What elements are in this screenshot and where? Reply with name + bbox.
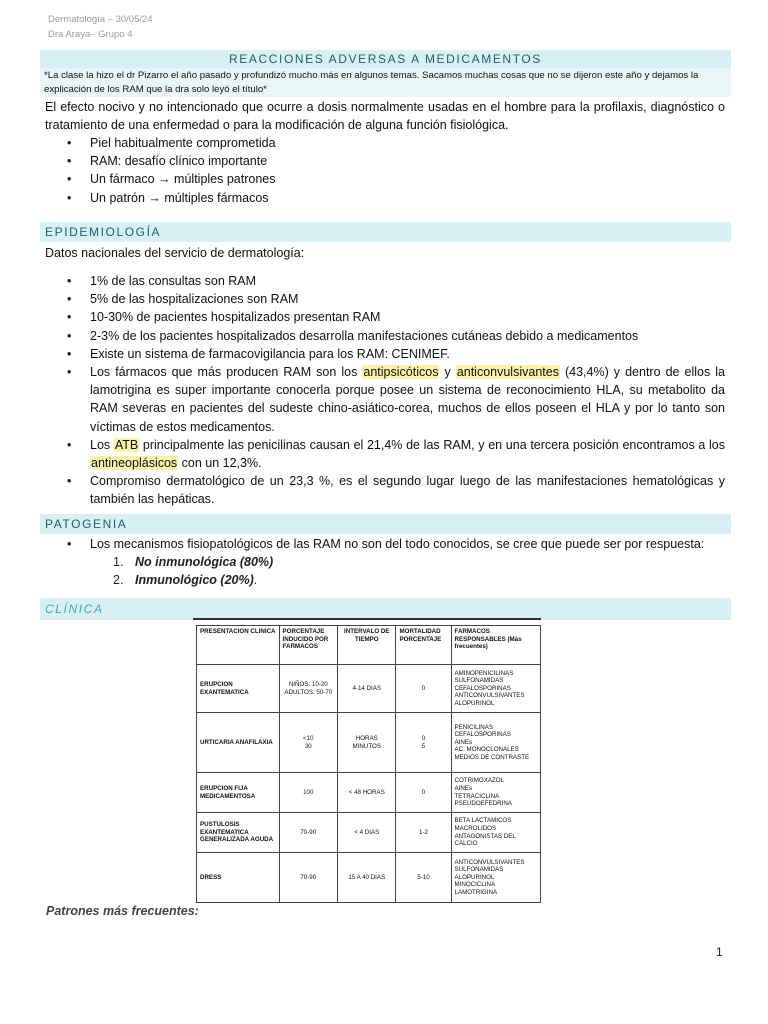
cell-intervalo: [338, 665, 396, 713]
cell-presentacion: ERUPCION FIJA MEDICAMENTOSA: [197, 773, 280, 813]
cell-porcentaje: [279, 713, 337, 773]
cell-line: 70-90: [300, 873, 317, 881]
cell-line: MEDIOS DE CONTRASTE: [454, 753, 530, 761]
cell-farmacos: [451, 665, 540, 713]
cell-line: 5: [421, 742, 426, 750]
cell-line: MINOCICLINA: [454, 881, 496, 889]
cell-line: SULFONAMIDAS: [454, 866, 504, 874]
item-number: 2.: [113, 573, 124, 588]
cell-line: ANTAGONISTAS DEL CALCIO: [454, 832, 516, 848]
cell-line: ALOPURINOL: [454, 873, 495, 881]
cell-line: 100: [303, 788, 314, 796]
cell-line: < 48 HORAS: [348, 788, 385, 796]
document-header: [48, 12, 153, 42]
cell-line: <10: [303, 734, 314, 742]
trailing-period: .: [253, 573, 258, 588]
cell-line: 4-14 DIAS: [352, 684, 382, 692]
text-span: Los fármacos que más producen RAM son los: [90, 365, 363, 380]
list-item-inmunologico: [45, 571, 725, 589]
cell-line: LAMOTRIGINA: [454, 888, 498, 896]
header-author: Dra Araya– Grupo 4: [48, 29, 133, 40]
table-header-row: [197, 626, 541, 665]
text-span: con un 12,3%.: [178, 456, 262, 471]
cell-line: MACROLIDOS: [454, 824, 497, 832]
item-text: No inmunológica (80%): [135, 555, 274, 569]
cell-porcentaje: [279, 665, 337, 713]
cell-farmacos: [451, 813, 540, 853]
intro-bullet-list: [45, 134, 725, 207]
list-item: • Piel habitualmente comprometida: [45, 134, 725, 152]
text-span: Los: [90, 437, 114, 452]
list-item: • 1% de las consultas son RAM: [45, 272, 725, 290]
list-item-farmacos-ram: [45, 363, 725, 436]
cell-line: AINEs: [454, 738, 473, 746]
list-item: • Un patrón → múltiples fármacos: [45, 189, 725, 207]
cell-line: BETA LACTAMICOS: [454, 817, 512, 825]
cell-line: 15 A 40 DIAS: [348, 873, 386, 881]
epidemiologia-bullet-list: [45, 272, 725, 509]
cell-line: ANTICONVULSIVANTES: [454, 692, 525, 700]
cell-line: AC. MONOCLONALES: [454, 746, 519, 754]
class-note: *La clase la hizo el dr Pizarro el año pasado y profundizó mucho más en algunos temas. Sacamos muchas cosas que no se dijeron este año y dejamos la explicación de los RAM que la dra solo leyó el título*: [40, 68, 731, 97]
patterns-label: Patrones más frecuentes:: [46, 904, 199, 918]
cell-line: TETRACICLINA: [454, 792, 500, 800]
cell-porcentaje: [279, 813, 337, 853]
table-body: [197, 665, 541, 903]
section-heading-patogenia: PATOGENIA: [40, 514, 731, 534]
table-row: [197, 813, 541, 853]
cell-mortalidad: [396, 853, 451, 903]
cell-intervalo: [338, 853, 396, 903]
cell-line: ANTICONVULSIVANTES: [454, 858, 525, 866]
highlight-anticonvulsivantes: anticonvulsivantes: [456, 365, 559, 380]
epidemiologia-intro: Datos nacionales del servicio de dermatología:: [45, 246, 305, 260]
cell-mortalidad: [396, 813, 451, 853]
document-title: REACCIONES ADVERSAS A MEDICAMENTOS: [40, 50, 731, 68]
cell-line: ALOPURINOL: [454, 699, 495, 707]
cell-line: 1-2: [419, 828, 428, 836]
cell-intervalo: [338, 813, 396, 853]
cell-presentacion: URTICARIA ANAFILAXIA: [197, 713, 280, 773]
section-heading-epidemiologia: EPIDEMIOLOGÍA: [40, 222, 731, 242]
cell-line: < 4 DIAS: [354, 828, 380, 836]
table-row: [197, 713, 541, 773]
cell-line: CEFALOSPORINAS: [454, 684, 511, 692]
column-header: PORCENTAJE INDUCIDO POR FARMACOS: [279, 626, 337, 665]
list-item: • Un fármaco → múltiples patrones: [45, 170, 725, 188]
cell-mortalidad: [396, 713, 451, 773]
highlight-antineoplasicos: antineoplásicos: [91, 456, 178, 471]
list-item: • RAM: desafío clínico importante: [45, 152, 725, 170]
cell-line: PENICILINAS: [454, 723, 494, 731]
cell-line: SULFONAMIDAS: [454, 677, 504, 685]
cell-line: 0: [421, 734, 426, 742]
cell-presentacion: ERUPCION EXANTEMATICA: [197, 665, 280, 713]
cell-line: CEFALOSPORINAS: [454, 731, 511, 739]
cell-line: 0: [421, 788, 426, 796]
list-item-no-inmunologica: [45, 553, 725, 571]
table-top-rule: [193, 618, 541, 620]
cell-line: NIÑOS: 10-20: [288, 680, 328, 688]
highlight-antipsicoticos: antipsicóticos: [363, 365, 439, 380]
header-date: Dermatología – 30/05/24: [48, 14, 153, 25]
text-span: (43,4%) y dentro de ellos la lamotrigina es super importante conocerla porque posee un sistema de reconocimiento HLA, su metabolito da RAM severas en pacientes del sudeste chino-asiático-corea, muchos de ellos poseen el HLA y por lo tanto son víctimas de estos medicamentos.: [90, 365, 726, 434]
cell-line: ADULTOS: 50-70: [284, 688, 333, 696]
highlight-atb: ATB: [114, 437, 139, 452]
list-item: • 10-30% de pacientes hospitalizados presentan RAM: [45, 308, 725, 326]
cell-farmacos: [451, 713, 540, 773]
table-row: [197, 773, 541, 813]
column-header: FARMACOS RESPONSABLES (Más frecuentes): [451, 626, 540, 665]
page-number: 1: [716, 945, 723, 959]
item-number: 1.: [113, 555, 124, 569]
definition-paragraph: El efecto nocivo y no intencionado que ocurre a dosis normalmente usadas en el hombre para la profilaxis, diagnóstico o tratamiento de una enfermedad o para la modificación de alguna función fisiológica.: [45, 100, 725, 133]
cell-line: 5-10: [417, 873, 430, 881]
cell-line: 30: [304, 742, 312, 750]
list-item: • Compromiso dermatológico de un 23,3 %, es el segundo lugar luego de las manifestaciones hematológicas y también las hepáticas.: [45, 472, 725, 508]
cell-presentacion: PUSTULOSIS EXANTEMATICA GENERALIZADA AGUDA: [197, 813, 280, 853]
cell-line: AMINOPENICILINAS: [454, 669, 514, 677]
cell-line: AINEs: [454, 784, 473, 792]
item-text: Inmunológico (20%): [135, 573, 254, 588]
cell-line: COTRIMOXAZOL: [454, 777, 505, 785]
cell-mortalidad: [396, 665, 451, 713]
column-header: MORTALIDAD PORCENTAJE: [396, 626, 451, 665]
cell-line: HORAS: [355, 734, 378, 742]
cell-porcentaje: [279, 853, 337, 903]
ram-table: [196, 625, 541, 903]
cell-mortalidad: [396, 773, 451, 813]
cell-line: 70-90: [300, 828, 317, 836]
cell-intervalo: [338, 773, 396, 813]
column-header: INTERVALO DE TIEMPO: [338, 626, 396, 665]
cell-line: MINUTOS: [352, 742, 381, 750]
cell-farmacos: [451, 853, 540, 903]
text-span: y: [439, 365, 456, 380]
section-heading-clinica: CLÍNICA: [40, 598, 731, 620]
table-row: [197, 853, 541, 903]
cell-presentacion: DRESS: [197, 853, 280, 903]
column-header: PRESENTACION CLINICA: [197, 626, 280, 665]
list-item-atb: [45, 436, 725, 472]
table-row: [197, 665, 541, 713]
list-item: • Existe un sistema de farmacovigilancia para los RAM: CENIMEF.: [45, 345, 725, 363]
list-item: • 5% de las hospitalizaciones son RAM: [45, 290, 725, 308]
cell-line: PSEUDOEFEDRINA: [454, 800, 512, 808]
list-item: • 2-3% de los pacientes hospitalizados desarrolla manifestaciones cutáneas debido a medicamentos: [45, 327, 725, 345]
text-span: principalmente las penicilinas causan el 21,4% de las RAM, y en una tercera posición encontramos a los: [139, 437, 725, 452]
patogenia-numbered-list: [45, 553, 725, 589]
patogenia-bullet-list: [45, 535, 725, 553]
cell-farmacos: [451, 773, 540, 813]
cell-intervalo: [338, 713, 396, 773]
list-item: • Los mecanismos fisiopatológicos de las RAM no son del todo conocidos, se cree que puede ser por respuesta:: [45, 535, 725, 553]
cell-porcentaje: [279, 773, 337, 813]
cell-line: 0: [421, 684, 426, 692]
